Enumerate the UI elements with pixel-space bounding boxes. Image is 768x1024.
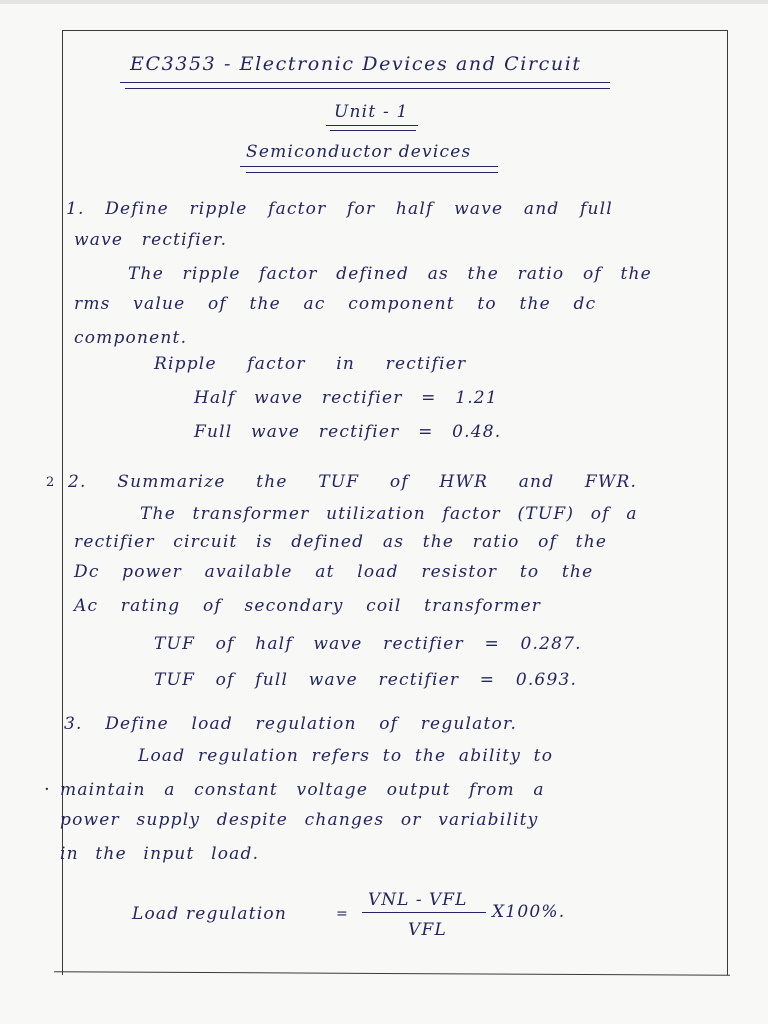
q3-answer-line-4: in the input load.: [60, 844, 260, 864]
q3-margin-mark: ·: [44, 779, 51, 800]
q1-answer-line-3: component.: [74, 328, 188, 348]
formula-fraction-bar: [362, 912, 486, 913]
q1-answer-line-2: rms value of the ac component to the dc: [74, 294, 597, 314]
subject-heading: Semiconductor devices: [246, 142, 472, 162]
q2-answer-line-2: rectifier circuit is defined as the ratio of the: [74, 532, 608, 552]
q2-margin-bar: [62, 468, 63, 494]
q1-half-wave-value: Half wave rectifier = 1.21: [194, 388, 498, 408]
formula-denominator: VFL: [408, 920, 447, 940]
title-underline-2: [125, 88, 610, 89]
q1-full-wave-value: Full wave rectifier = 0.48.: [194, 422, 502, 442]
subject-underline-2: [246, 172, 498, 173]
q2-answer-line-4: Ac rating of secondary coil transformer: [74, 596, 542, 616]
q2-marks: 2: [46, 475, 56, 490]
q3-answer-line-3: power supply despite changes or variability: [60, 810, 539, 830]
q1-question-line-1: 1. Define ripple factor for half wave and full: [66, 199, 613, 219]
q2-tuf-full-wave: TUF of full wave rectifier = 0.693.: [154, 670, 578, 690]
q1-list-title: Ripple factor in rectifier: [154, 354, 467, 374]
formula-multiplier: X100%.: [492, 902, 566, 922]
q1-answer-line-1: The ripple factor defined as the ratio of the: [128, 264, 652, 284]
page-top-edge: [0, 0, 768, 4]
q3-answer-line-2: maintain a constant voltage output from a: [60, 780, 545, 800]
q2-question-line-1: 2. Summarize the TUF of HWR and FWR.: [68, 472, 638, 492]
page-title: EC3353 - Electronic Devices and Circuit: [130, 53, 582, 75]
title-underline-1: [120, 82, 610, 83]
formula-lhs: Load regulation: [132, 904, 287, 924]
q2-answer-line-3: Dc power available at load resistor to the: [74, 562, 594, 582]
subject-underline-1: [240, 166, 498, 167]
formula-numerator: VNL - VFL: [368, 890, 468, 910]
q2-answer-line-1: The transformer utilization factor (TUF) of a: [140, 504, 638, 524]
unit-underline-1: [326, 125, 418, 126]
q3-question-line-1: 3. Define load regulation of regulator.: [64, 714, 518, 734]
formula-equals: =: [336, 906, 349, 922]
q3-answer-line-1: Load regulation refers to the ability to: [138, 746, 554, 766]
unit-underline-2: [330, 130, 416, 131]
q1-question-line-2: wave rectifier.: [74, 230, 228, 250]
q2-tuf-half-wave: TUF of half wave rectifier = 0.287.: [154, 634, 582, 654]
unit-heading: Unit - 1: [334, 102, 409, 122]
